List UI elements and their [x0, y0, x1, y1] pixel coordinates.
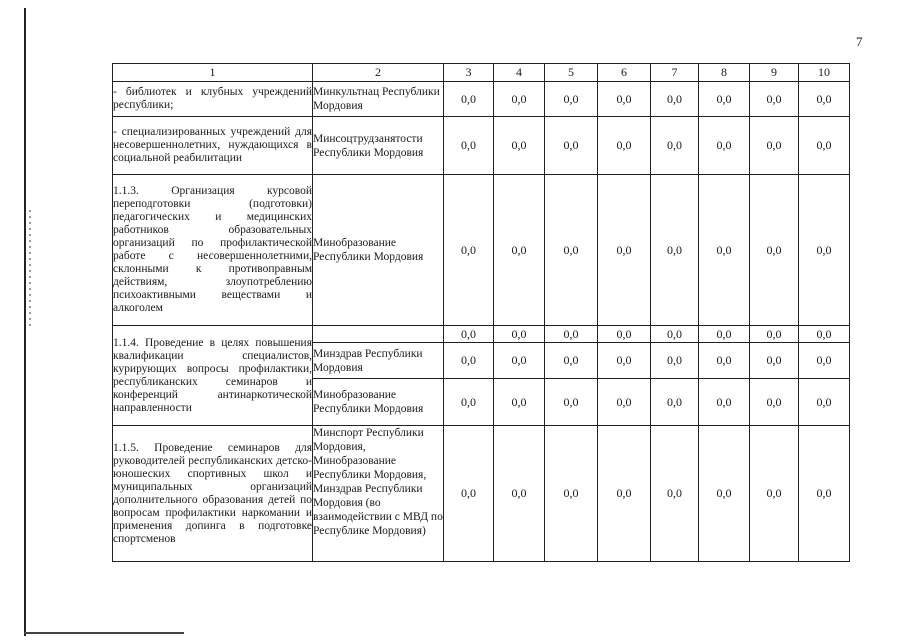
value-cell: 0,0	[750, 426, 799, 562]
value-cell: 0,0	[799, 175, 850, 326]
value-cell: 0,0	[651, 326, 699, 343]
measure-description: 1.1.5. Проведение семинаров для руководителей республиканских детско-юношеских спортивных школ и муниципальных организаций дополнительного образования детей по вопросам профилактики наркомании и применения допинга в подготовке спортсменов	[113, 426, 313, 562]
value-cell: 0,0	[598, 426, 651, 562]
value-cell: 0,0	[598, 82, 651, 117]
value-cell: 0,0	[545, 175, 598, 326]
value-cell: 0,0	[699, 379, 750, 426]
value-cell: 0,0	[545, 117, 598, 175]
executor-cell	[313, 326, 444, 343]
value-cell: 0,0	[750, 175, 799, 326]
scan-left-edge-line	[24, 8, 26, 636]
header-cell: 8	[699, 64, 750, 82]
header-cell: 7	[651, 64, 699, 82]
executor-cell: Минсоцтрудзанятости Республики Мордовия	[313, 117, 444, 175]
executor-cell: Минздрав Республики Мордовия	[313, 343, 444, 379]
header-cell: 4	[494, 64, 545, 82]
value-cell: 0,0	[598, 326, 651, 343]
value-cell: 0,0	[494, 117, 545, 175]
value-cell: 0,0	[750, 326, 799, 343]
value-cell: 0,0	[545, 82, 598, 117]
value-cell: 0,0	[494, 326, 545, 343]
value-cell: 0,0	[799, 117, 850, 175]
scan-edge-marks	[29, 210, 31, 330]
value-cell: 0,0	[444, 117, 494, 175]
value-cell: 0,0	[444, 379, 494, 426]
value-cell: 0,0	[494, 426, 545, 562]
value-cell: 0,0	[545, 426, 598, 562]
header-cell: 1	[113, 64, 313, 82]
value-cell: 0,0	[598, 117, 651, 175]
table-row	[113, 426, 850, 562]
value-cell: 0,0	[545, 326, 598, 343]
value-cell: 0,0	[598, 379, 651, 426]
value-cell: 0,0	[699, 326, 750, 343]
value-cell: 0,0	[545, 343, 598, 379]
value-cell: 0,0	[494, 379, 545, 426]
scan-bottom-line	[24, 632, 184, 634]
value-cell: 0,0	[444, 175, 494, 326]
table-row	[113, 175, 850, 326]
value-cell: 0,0	[651, 117, 699, 175]
value-cell: 0,0	[651, 82, 699, 117]
value-cell: 0,0	[444, 82, 494, 117]
value-cell: 0,0	[494, 175, 545, 326]
header-cell: 3	[444, 64, 494, 82]
measure-description: 1.1.4. Проведение в целях повышения квалификации специалистов, курирующих вопросы профилактики, республиканских семинаров и конференций антинаркотической направленности	[113, 326, 313, 426]
value-cell: 0,0	[444, 343, 494, 379]
value-cell: 0,0	[799, 82, 850, 117]
value-cell: 0,0	[799, 426, 850, 562]
value-cell: 0,0	[545, 379, 598, 426]
table-row	[113, 117, 850, 175]
value-cell: 0,0	[799, 343, 850, 379]
value-cell: 0,0	[750, 117, 799, 175]
value-cell: 0,0	[699, 175, 750, 326]
measure-description: 1.1.3. Организация курсовой переподготовки (подготовки) педагогических и медицинских работников образовательных организаций по профилактической работе с несовершеннолетними, склонными к противоправным действиям, злоупотреблению психоактивными веществами и алкоголем	[113, 175, 313, 326]
header-cell: 9	[750, 64, 799, 82]
executor-cell: Минкультнац Республики Мордовия	[313, 82, 444, 117]
page-number: 7	[856, 34, 863, 49]
header-cell: 5	[545, 64, 598, 82]
table-row	[113, 82, 850, 117]
value-cell: 0,0	[699, 117, 750, 175]
value-cell: 0,0	[651, 426, 699, 562]
executor-cell: Минобразование Республики Мордовия	[313, 379, 444, 426]
value-cell: 0,0	[494, 343, 545, 379]
value-cell: 0,0	[651, 343, 699, 379]
header-cell: 2	[313, 64, 444, 82]
value-cell: 0,0	[750, 379, 799, 426]
measure-description: - специализированных учреждений для несовершеннолетних, нуждающихся в социальной реабилитации	[113, 117, 313, 175]
value-cell: 0,0	[750, 343, 799, 379]
value-cell: 0,0	[699, 82, 750, 117]
program-table	[112, 63, 850, 562]
value-cell: 0,0	[598, 343, 651, 379]
header-cell: 6	[598, 64, 651, 82]
value-cell: 0,0	[598, 175, 651, 326]
executor-cell: Минобразование Республики Мордовия	[313, 175, 444, 326]
value-cell: 0,0	[651, 175, 699, 326]
executor-cell: Минспорт Республики Мордовия, Минобразование Республики Мордовия, Минздрав Республики Мордовия (во взаимодействии с МВД по Республике Мордовия)	[313, 426, 444, 562]
measure-description: - библиотек и клубных учреждений республики;	[113, 82, 313, 117]
value-cell: 0,0	[750, 82, 799, 117]
header-row	[113, 64, 850, 82]
table-row	[113, 326, 850, 343]
value-cell: 0,0	[651, 379, 699, 426]
header-cell: 10	[799, 64, 850, 82]
value-cell: 0,0	[494, 82, 545, 117]
value-cell: 0,0	[699, 343, 750, 379]
value-cell: 0,0	[799, 326, 850, 343]
value-cell: 0,0	[699, 426, 750, 562]
value-cell: 0,0	[444, 426, 494, 562]
value-cell: 0,0	[444, 326, 494, 343]
value-cell: 0,0	[799, 379, 850, 426]
